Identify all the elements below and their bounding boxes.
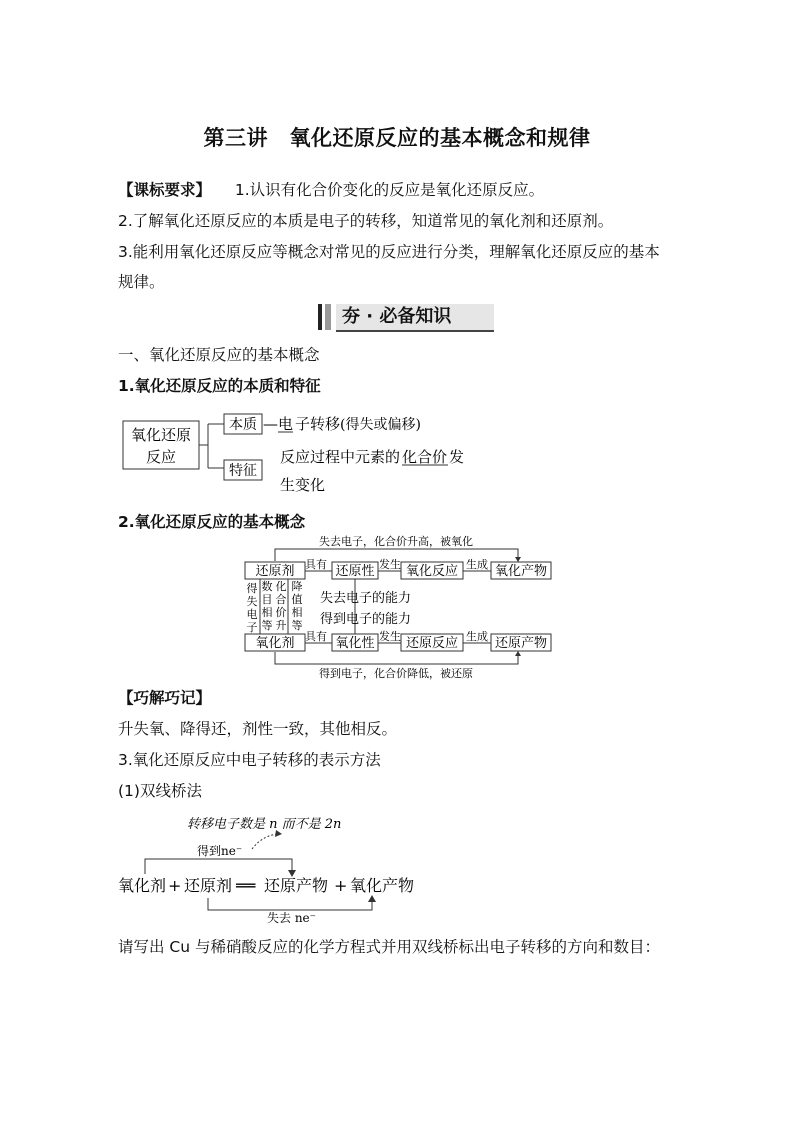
- essence-text-a: —电: [263, 415, 294, 433]
- row1-item: 还原剂: [255, 564, 295, 579]
- link-label: 发生: [379, 630, 401, 643]
- mid-label-1: 失去电子的能力: [320, 591, 412, 606]
- subheading-2: 2.氧化还原反应的基本概念: [118, 513, 306, 531]
- row1-item: 还原性: [335, 564, 375, 579]
- tip-text: 升失氧、降得还，剂性一致，其他相反。: [118, 720, 398, 738]
- eq-oxidant: 氧化剂: [118, 876, 167, 895]
- requirements-label: 【课标要求】: [118, 181, 212, 199]
- vcol2-char: 数: [261, 580, 273, 593]
- vcol1-char: 电: [246, 608, 258, 621]
- bottom-note: 得到电子，化合价降低，被还原: [319, 667, 473, 680]
- question-text: 请写出 Cu 与稀硝酸反应的化学方程式并用双线桥标出电子转移的方向和数目：: [118, 938, 661, 956]
- feature-text-c: 发: [449, 448, 465, 466]
- eq-plus: +: [168, 876, 182, 895]
- arrow-head: [368, 895, 376, 902]
- requirement-3a: 3.能利用氧化还原反应等概念对常见的反应进行分类，理解氧化还原反应的基本: [118, 243, 660, 261]
- arrow-head: [515, 651, 521, 656]
- subheading-3: 3.氧化还原反应中电子转移的表示方法: [118, 751, 381, 769]
- bottom-arrow: [275, 652, 518, 664]
- note-pointer: [252, 834, 277, 849]
- eq-reducer: 还原剂: [184, 876, 233, 895]
- root-label-1: 氧化还原: [130, 426, 192, 444]
- bridge-note: 转移电子数是 n 而不是 2n: [187, 817, 342, 832]
- vcol4-char: 相: [291, 606, 303, 619]
- vcol4-char: 降: [291, 580, 303, 593]
- mid-label-2: 得到电子的能力: [320, 612, 412, 627]
- row1-item: 氧化产物: [494, 564, 548, 579]
- vcol3-char: 价: [275, 606, 287, 619]
- arrow-head: [515, 557, 521, 562]
- row2-item: 还原产物: [494, 636, 548, 651]
- vcol2-char: 等: [261, 619, 273, 632]
- feature-text-b: 化合价: [402, 448, 448, 466]
- part1-heading: 一、氧化还原反应的基本概念: [118, 346, 320, 364]
- link-label: 发生: [379, 558, 401, 571]
- eq-oxidation-product: 氧化产物: [350, 876, 415, 895]
- link-label: 具有: [305, 558, 327, 571]
- subheading-1: 1.氧化还原反应的本质和特征: [118, 377, 321, 395]
- lose-label: 失去 ne⁻: [267, 911, 316, 924]
- lose-arrow: [208, 898, 372, 910]
- essence-feature-diagram: [118, 408, 488, 500]
- vcol1-char: 子: [246, 621, 258, 634]
- essence-text-b: 子转移: [295, 415, 341, 433]
- banner-bar: [318, 304, 322, 330]
- vertical-labels: [247, 579, 303, 634]
- feature-text-d: 生变化: [280, 476, 326, 494]
- row1-item: 氧化反应: [405, 564, 459, 579]
- gain-label: 得到ne⁻: [197, 844, 243, 858]
- requirement-2: 2.了解氧化还原反应的本质是电子的转移，知道常见的氧化剂和还原剂。: [118, 212, 614, 230]
- eq-reduction-product: 还原产物: [264, 876, 329, 895]
- eq-plus: +: [334, 876, 348, 895]
- top-note: 失去电子，化合价升高，被氧化: [319, 535, 473, 548]
- row2-item: 氧化剂: [255, 636, 295, 651]
- vcol1-char: 失: [246, 595, 258, 608]
- vcol4-char: 等: [291, 619, 303, 632]
- requirements-line-1: [118, 179, 544, 201]
- link-label: 生成: [466, 630, 488, 643]
- row2-item: 还原反应: [405, 636, 459, 651]
- banner-bar: [325, 304, 331, 330]
- requirement-3b: 规律。: [118, 273, 165, 291]
- section-banner-text: 夯 · 必备知识: [336, 304, 494, 332]
- root-label-2: 反应: [145, 448, 177, 466]
- concepts-diagram: [240, 534, 556, 682]
- vcol1-char: 得: [246, 582, 258, 595]
- subheading-3-1: (1)双线桥法: [118, 782, 202, 800]
- eq-arrow: ══: [236, 876, 256, 895]
- link-label: 生成: [466, 558, 488, 571]
- tip-heading: 【巧解巧记】: [118, 689, 212, 707]
- vcol3-char: 合: [275, 593, 287, 606]
- feature-label: 特征: [229, 463, 257, 479]
- link-label: 具有: [305, 630, 327, 643]
- gain-arrow: [145, 859, 292, 874]
- vcol2-char: 目: [261, 593, 273, 606]
- requirement-1: 1.认识有化合价变化的反应是氧化还原反应。: [234, 181, 545, 199]
- page-title: 第三讲 氧化还原反应的基本概念和规律: [203, 126, 591, 150]
- essence-text-c: (得失或偏移): [340, 417, 421, 433]
- row2-item: 氧化性: [335, 636, 375, 651]
- double-bridge-diagram: [112, 812, 442, 924]
- vcol3-char: 升: [275, 619, 287, 632]
- vcol3-char: 化: [275, 580, 287, 593]
- essence-label: 本质: [229, 417, 257, 433]
- vcol4-char: 值: [291, 593, 303, 606]
- vcol2-char: 相: [261, 606, 273, 619]
- feature-text-a: 反应过程中元素的: [280, 448, 401, 466]
